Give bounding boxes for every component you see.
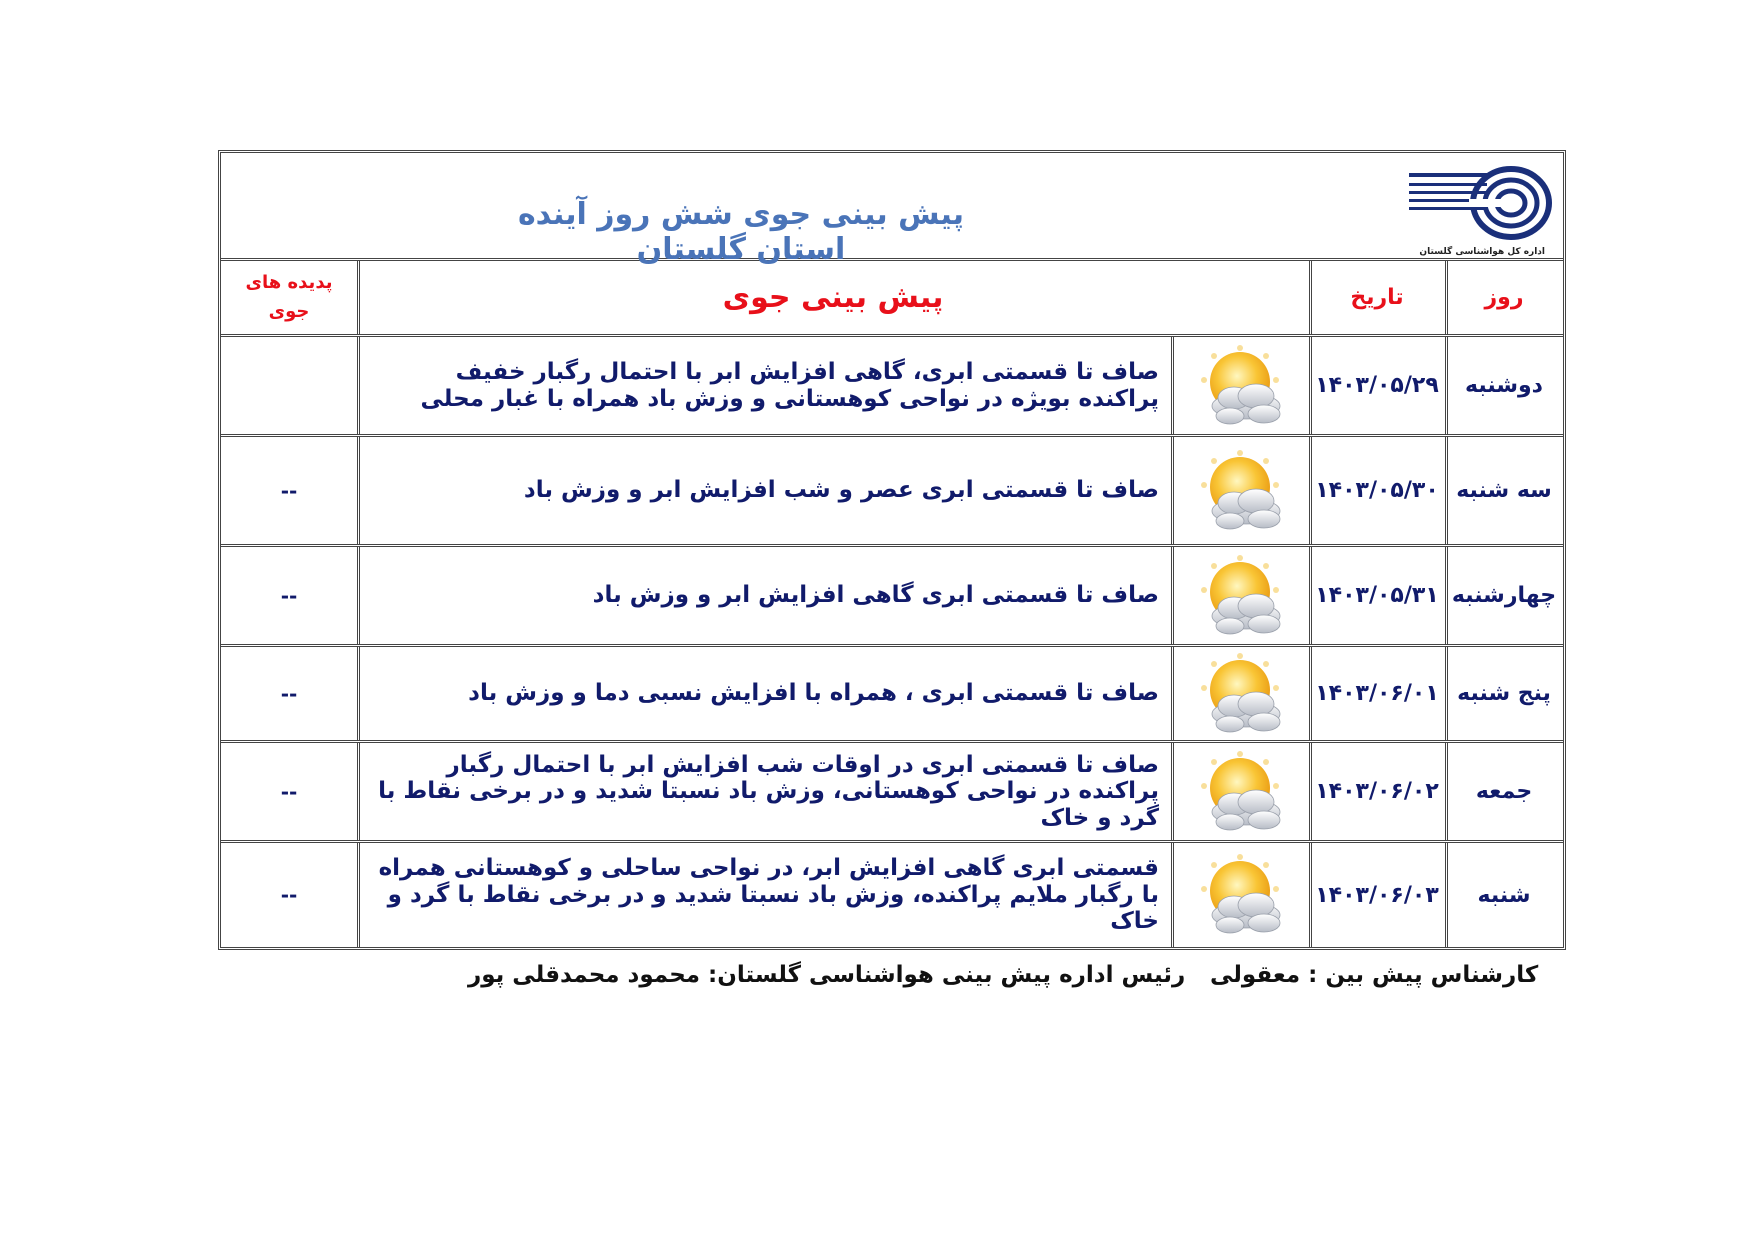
row-forecast: صاف تا قسمتی ابری عصر و شب افزایش ابر و وزش باد — [523, 477, 1159, 504]
partly-cloudy-sun-icon — [1171, 437, 1309, 544]
row-phenomena — [221, 337, 357, 434]
row-date: ۱۴۰۳/۰۵/۳۰ — [1315, 478, 1439, 503]
table-row — [221, 843, 1563, 947]
column-header-phenomena — [221, 261, 357, 334]
row-date: ۱۴۰۳/۰۵/۳۱ — [1315, 583, 1439, 608]
row-forecast: صاف تا قسمتی ابری، گاهی افزایش ابر با احتمال رگبار خفیف پراکنده بویژه در نواحی کوهستانی و وزش باد همراه با غبار محلی — [420, 359, 1159, 412]
column-header-date: تاریخ — [1350, 285, 1404, 310]
column-header-phenomena-line2: جوی — [268, 300, 310, 322]
logo-emblem-icon — [1399, 161, 1559, 253]
table-row — [221, 743, 1563, 843]
row-date: ۱۴۰۳/۰۶/۰۲ — [1315, 779, 1439, 804]
row-day: جمعه — [1475, 779, 1533, 804]
department-head-credit: رئیس اداره پیش بینی هواشناسی گلستان: محمود محمدقلی پور — [468, 962, 1186, 988]
row-day: سه شنبه — [1456, 478, 1552, 503]
table-header-row — [221, 261, 1563, 337]
meteorological-organization-logo — [1399, 161, 1559, 257]
column-header-day: روز — [1484, 285, 1524, 310]
column-header-forecast: پیش بینی جوی — [722, 280, 944, 315]
row-phenomena: -- — [280, 779, 298, 804]
partly-cloudy-sun-icon — [1171, 743, 1309, 840]
partly-cloudy-sun-icon — [1171, 547, 1309, 644]
row-forecast: صاف تا قسمتی ابری در اوقات شب افزایش ابر با احتمال رگبار پراکنده در نواحی کوهستانی، وزش باد نسبتا شدید و در برخی نقاط با گرد و خاک — [378, 751, 1159, 831]
row-day: دوشنبه — [1465, 373, 1543, 398]
forecaster-credit: کارشناس پیش بین : معقولی — [1210, 962, 1539, 988]
row-phenomena: -- — [280, 478, 298, 503]
header-row — [221, 153, 1563, 267]
partly-cloudy-sun-icon — [1171, 647, 1309, 740]
row-day: پنج شنبه — [1457, 681, 1551, 706]
row-date: ۱۴۰۳/۰۶/۰۳ — [1315, 882, 1439, 908]
logo-caption: اداره کل هواشناسی گلستان — [1419, 247, 1545, 257]
row-day: چهارشنبه — [1451, 583, 1557, 608]
row-forecast: قسمتی ابری گاهی افزایش ابر، در نواحی ساحلی و کوهستانی همراه با رگبار ملایم پراکنده، وزش باد نسبتا شدید و در برخی نقاط با گرد و خاک — [378, 855, 1159, 935]
row-forecast: صاف تا قسمتی ابری گاهی افزایش ابر و وزش باد — [592, 582, 1159, 609]
row-phenomena: -- — [280, 681, 298, 706]
table-row — [221, 337, 1563, 437]
page-title: پیش بینی جوی شش روز آینده استان گلستان — [517, 197, 965, 267]
column-header-phenomena-line1: پدیده های — [245, 271, 333, 293]
row-phenomena: -- — [280, 883, 298, 907]
partly-cloudy-sun-icon — [1171, 843, 1309, 947]
table-row — [221, 437, 1563, 547]
row-date: ۱۴۰۳/۰۶/۰۱ — [1315, 681, 1439, 706]
table-row — [221, 547, 1563, 647]
partly-cloudy-sun-icon — [1171, 337, 1309, 434]
row-day: شنبه — [1477, 882, 1531, 908]
forecast-frame — [218, 150, 1566, 950]
row-forecast: صاف تا قسمتی ابری ، همراه با افزایش نسبی دما و وزش باد — [468, 680, 1159, 707]
row-phenomena: -- — [280, 583, 298, 608]
table-row — [221, 647, 1563, 743]
row-date: ۱۴۰۳/۰۵/۲۹ — [1315, 373, 1439, 398]
